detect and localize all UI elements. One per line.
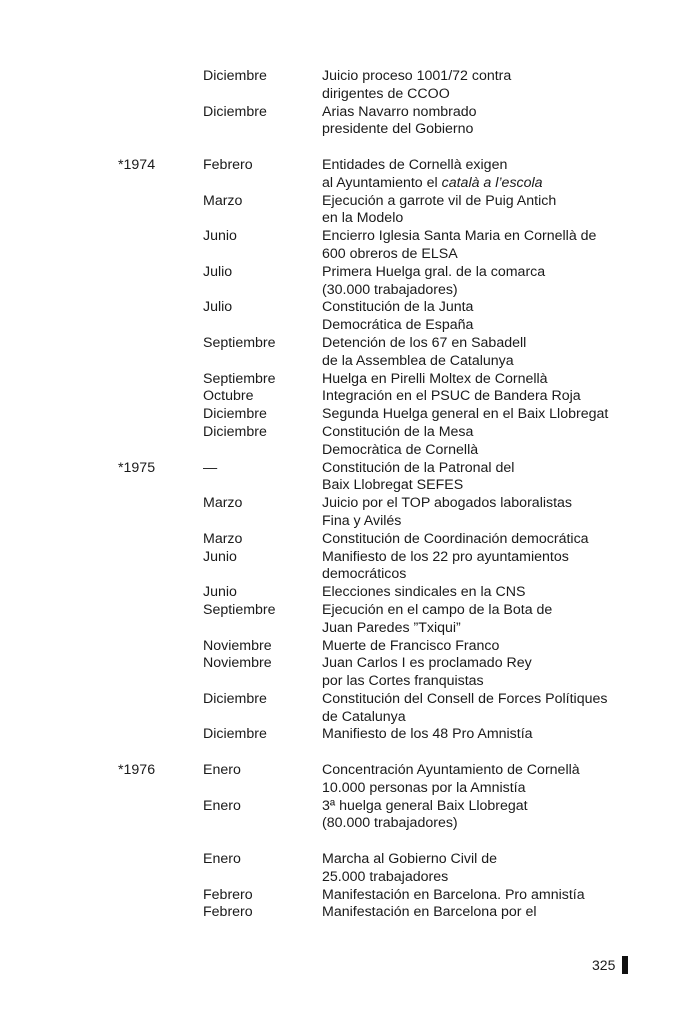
- entry-event: [322, 406, 662, 424]
- chronology-entry: [0, 531, 699, 549]
- entry-event: [322, 584, 662, 602]
- entry-event-line: dirigentes de CCOO: [322, 85, 450, 102]
- entry-month: Febrero: [203, 904, 253, 921]
- entry-event: [322, 904, 662, 922]
- entry-event: [322, 549, 662, 585]
- page-number: 325: [592, 957, 616, 973]
- chronology-entry: [0, 68, 699, 104]
- entry-event-line: Manifiesto de los 48 Pro Amnistía: [322, 726, 533, 743]
- entry-event-line: por las Cortes franquistas: [322, 673, 484, 690]
- chronology-entry: [0, 602, 699, 638]
- entry-event-line: Elecciones sindicales en la CNS: [322, 584, 526, 601]
- entry-event-line: 25.000 trabajadores: [322, 868, 449, 885]
- entry-year: *1975: [118, 459, 156, 476]
- entry-event: [322, 495, 662, 531]
- chronology-entry: [0, 691, 699, 727]
- entry-event-line: Integración en el PSUC de Bandera Roja: [322, 388, 581, 405]
- entry-month: Junio: [203, 228, 237, 245]
- entry-month: Octubre: [203, 388, 254, 405]
- entry-event-line: Juan Paredes ”Txiqui”: [322, 619, 461, 636]
- entry-event: [322, 264, 662, 300]
- entry-month: Diciembre: [203, 68, 267, 84]
- entry-event-line: Constitución de la Patronal del: [322, 459, 515, 476]
- entry-event-line: Primera Huelga gral. de la comarca: [322, 263, 546, 280]
- entry-event-line: Constitución de la Junta: [322, 299, 474, 316]
- entry-month: Marzo: [203, 530, 243, 547]
- entry-month: Noviembre: [203, 655, 272, 672]
- entry-event-line: Concentración Ayuntamiento de Cornellà: [322, 762, 580, 779]
- entry-event-line: Juan Carlos I es proclamado Rey: [322, 655, 532, 672]
- entry-month: Diciembre: [203, 103, 267, 120]
- entry-event: [322, 371, 662, 389]
- section-gap: [0, 744, 699, 762]
- entry-event-line: (30.000 trabajadores): [322, 281, 458, 298]
- entry-event-line: 600 obreros de ELSA: [322, 245, 458, 262]
- entry-event-line: Encierro Iglesia Santa Maria en Cornellà de: [322, 228, 597, 245]
- entry-month: Enero: [203, 797, 241, 814]
- entry-event-line: Constitución del Consell de Forces Polítiques: [322, 690, 608, 707]
- entry-event-line: 3ª huelga general Baix Llobregat: [322, 797, 528, 814]
- entry-event-line: de Catalunya: [322, 708, 406, 725]
- page-marker-bar: [622, 956, 628, 974]
- entry-event-line: Constitución de la Mesa: [322, 423, 474, 440]
- entry-month: Junio: [203, 548, 237, 565]
- chronology-entry: [0, 798, 699, 834]
- chronology-entry: [0, 495, 699, 531]
- chronology-entry: [0, 406, 699, 424]
- chronology-entry: [0, 762, 699, 798]
- entry-event: [322, 851, 662, 887]
- entry-month: Diciembre: [203, 726, 267, 743]
- entry-event-line: Democrática de España: [322, 317, 474, 334]
- chronology-entry: [0, 264, 699, 300]
- entry-event-line: Segunda Huelga general en el Baix Llobregat: [322, 406, 609, 423]
- entry-event-line: Constitución de Coordinación democrática: [322, 530, 589, 547]
- chronology-entry: [0, 228, 699, 264]
- chronology-entry: [0, 157, 699, 193]
- entry-month: Febrero: [203, 156, 253, 173]
- entry-event-line: Fina y Avilés: [322, 512, 402, 529]
- entry-event-line: Manifestación en Barcelona. Pro amnistía: [322, 886, 585, 903]
- chronology-entry: [0, 424, 699, 460]
- entry-month: Julio: [203, 299, 233, 316]
- chronology-entry: [0, 371, 699, 389]
- entry-event-line: Juicio proceso 1001/72 contra: [322, 68, 512, 84]
- section-gap: [0, 139, 699, 157]
- entry-month: Junio: [203, 584, 237, 601]
- entry-event: [322, 335, 662, 371]
- chronology-entry: [0, 851, 699, 887]
- entry-event-line: presidente del Gobierno: [322, 121, 474, 138]
- entry-event: [322, 228, 662, 264]
- entry-event-line: democráticos: [322, 566, 407, 583]
- entry-event-line: Entidades de Cornellà exigen: [322, 156, 508, 173]
- entry-event-line: de la Assemblea de Catalunya: [322, 352, 514, 369]
- chronology-entry: [0, 904, 699, 922]
- entry-event-line: Manifestación en Barcelona por el: [322, 904, 537, 921]
- entry-month: Marzo: [203, 192, 243, 209]
- chronology-entry: [0, 726, 699, 744]
- entry-event: [322, 762, 662, 798]
- entry-month: Septiembre: [203, 601, 276, 618]
- entry-month: Diciembre: [203, 406, 267, 423]
- entry-event-line: al Ayuntamiento el català a l’escola: [322, 174, 543, 191]
- entry-month: Enero: [203, 851, 241, 868]
- chronology-entry: [0, 584, 699, 602]
- entry-month: Septiembre: [203, 334, 276, 351]
- entry-event-line: Manifiesto de los 22 pro ayuntamientos: [322, 548, 569, 565]
- entry-event: [322, 193, 662, 229]
- entry-event-line: Muerte de Francisco Franco: [322, 637, 500, 654]
- entry-event: [322, 726, 662, 744]
- entry-month: Enero: [203, 762, 241, 779]
- entry-event: [322, 655, 662, 691]
- entry-year: *1976: [118, 762, 156, 779]
- section-gap: [0, 833, 699, 851]
- chronology-entry: [0, 638, 699, 656]
- entry-month: Marzo: [203, 495, 243, 512]
- entry-event-line: Huelga en Pirelli Moltex de Cornellà: [322, 370, 548, 387]
- entry-event: [322, 691, 662, 727]
- entry-event: [322, 68, 662, 104]
- entry-event-line: en la Modelo: [322, 210, 404, 227]
- entry-event-line: Juicio por el TOP abogados laboralistas: [322, 495, 573, 512]
- chronology-entry: [0, 335, 699, 371]
- entry-event: [322, 104, 662, 140]
- entry-month: Diciembre: [203, 690, 267, 707]
- entry-event: [322, 798, 662, 834]
- entry-event-line: (80.000 trabajadores): [322, 815, 458, 832]
- entry-event-line: Ejecución en el campo de la Bota de: [322, 601, 553, 618]
- entry-event: [322, 602, 662, 638]
- entry-event: [322, 638, 662, 656]
- entry-event-line: Marcha al Gobierno Civil de: [322, 851, 498, 868]
- entry-month: —: [203, 459, 218, 476]
- entry-event-line: Baix Llobregat SEFES: [322, 477, 464, 494]
- entry-month: Febrero: [203, 886, 253, 903]
- chronology-entry: [0, 460, 699, 496]
- entry-event-line: Democràtica de Cornellà: [322, 441, 479, 458]
- entry-month: Julio: [203, 263, 233, 280]
- entry-event: [322, 460, 662, 496]
- chronology-entry: [0, 887, 699, 905]
- entry-event: [322, 299, 662, 335]
- chronology-entry: [0, 388, 699, 406]
- entry-event: [322, 388, 662, 406]
- entry-event: [322, 887, 662, 905]
- entry-event: [322, 424, 662, 460]
- chronology-entry: [0, 193, 699, 229]
- chronology-list: [0, 68, 699, 922]
- entry-event: [322, 531, 662, 549]
- entry-year: *1974: [118, 156, 156, 173]
- chronology-entry: [0, 655, 699, 691]
- entry-event-line: Ejecución a garrote vil de Puig Antich: [322, 192, 557, 209]
- entry-event: [322, 157, 662, 193]
- entry-month: Noviembre: [203, 637, 272, 654]
- chronology-entry: [0, 104, 699, 140]
- entry-event-line: Arias Navarro nombrado: [322, 103, 477, 120]
- entry-month: Diciembre: [203, 423, 267, 440]
- entry-event-line: Detención de los 67 en Sabadell: [322, 334, 527, 351]
- chronology-entry: [0, 549, 699, 585]
- chronology-entry: [0, 299, 699, 335]
- entry-month: Septiembre: [203, 370, 276, 387]
- entry-event-line: 10.000 personas por la Amnistía: [322, 779, 526, 796]
